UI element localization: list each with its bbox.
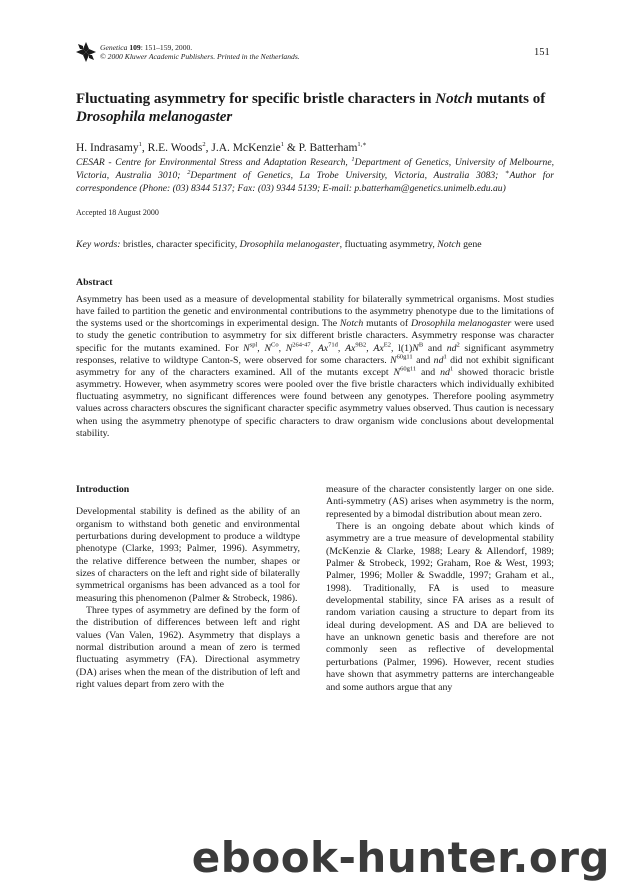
mutant: N [412, 342, 419, 354]
allele: 1 [443, 353, 447, 361]
allele: B [418, 341, 424, 349]
allele: 264-47 [292, 341, 311, 349]
allele: Co [270, 341, 279, 349]
keyword-text: , fluctuating asymmetry, [339, 239, 438, 250]
sep: and [423, 342, 447, 354]
journal-volume: 109 [129, 43, 141, 52]
title-italic: Drosophila melanogaster [76, 109, 233, 125]
allele: 9B2 [355, 341, 367, 349]
allele: E2 [383, 341, 391, 349]
author: & P. Batterham [283, 142, 358, 154]
mutant: nd [446, 342, 457, 354]
allele: 1 [449, 365, 454, 373]
allele: 60g11 [396, 353, 413, 361]
mutant: nd [440, 366, 450, 378]
mutant: nd [433, 354, 444, 366]
publisher-logo-icon [75, 41, 97, 63]
mutant: N [393, 366, 401, 378]
mutant: Ax [373, 342, 384, 354]
copyright-line: © 2000 Kluwer Academic Publishers. Printed in the Netherlands. [100, 52, 300, 61]
sep: , l(1) [390, 342, 413, 354]
journal-name: Genetica [100, 43, 128, 52]
abstract-text: showed thoracic bristle asymmetry. However, when asymmetry scores were pooled over the five bristle characters which individually exhibited fluctuating asymmetry, no significant differences were found between any genotypes. Therefore pooling asymmetry values across characters obscures the significant character specific asymmetry values observed. Thus caution is necessary when using the asymmetry phenotype of specific characters to draw organism wide conclusions about developmental stability. [76, 366, 554, 439]
author-affil-mark: 1 [280, 141, 284, 149]
author: H. Indrasamy [76, 142, 139, 154]
sep: , [278, 342, 286, 354]
keywords [76, 239, 556, 251]
affil-mark: ∗ [505, 168, 510, 176]
author: , J.A. McKenzie [205, 142, 281, 154]
paragraph: Three types of asymmetry are defined by the form of the distribution of differences between left and right values (Van Valen, 1962). Asymmetry that displays a normal distribution around a mean of zero is termed fluctuating asymmetry (FA). Directional asymmetry (DA) arises when the mean of the distribution of left and right values depart from zero with the [76, 605, 300, 691]
mutant: N [264, 342, 271, 354]
sep: , [310, 342, 318, 354]
allele: 60g11 [400, 365, 417, 373]
journal-citation: Genetica 109: 151–159, 2000. © 2000 Kluwer Academic Publishers. Printed in the Netherlands. [100, 43, 300, 61]
sep: , [337, 342, 346, 354]
keyword-text: bristles, character specificity, [120, 239, 240, 250]
affiliation-text: Department of Genetics, University of Melbourne, Victoria, Australia 3010; [76, 157, 554, 181]
abstract-body [76, 294, 554, 440]
abstract-italic: Notch [339, 318, 364, 330]
author-affil-mark: 2 [202, 141, 206, 149]
body-column-right [326, 484, 554, 694]
affil-mark: 1 [351, 155, 355, 163]
abstract-text: significant asymmetry responses, relative to wildtype Canton-S, were observed for some characters. [76, 342, 554, 366]
affiliation-text: CESAR - Centre for Environmental Stress and Adaptation Research, [76, 157, 352, 168]
author-list [76, 141, 367, 155]
mutant: Ax [345, 342, 356, 354]
affil-mark: 2 [187, 168, 191, 176]
sep: and [412, 354, 434, 366]
keyword-italic: Notch [437, 239, 461, 250]
page-number: 151 [534, 47, 550, 58]
abstract-heading: Abstract [76, 277, 113, 288]
mutant: N [390, 354, 397, 366]
accepted-date: Accepted 18 August 2000 [76, 208, 159, 217]
introduction-heading: Introduction [76, 484, 130, 495]
body-column-left [76, 484, 300, 692]
abstract-text: did not exhibit significant asymmetry for any of the characters examined. All of the mutants except [76, 354, 554, 378]
watermark-banner [0, 833, 620, 882]
allele: spl [249, 341, 258, 349]
affiliation-text: Author for correspondence (Phone: (03) 8344 5137; Fax: (03) 9344 5139; E-mail: p.batterham@genetics.unimelb.edu.au) [76, 169, 555, 194]
title-text: Fluctuating asymmetry for specific bristle characters in [76, 91, 436, 107]
paragraph: measure of the character consistently larger on one side. Anti-symmetry (AS) arises when asymmetry is the norm, represented by a bimodal distribution about mean zero. [326, 484, 554, 520]
author: , R.E. Woods [141, 142, 203, 154]
title-text: mutants of [472, 91, 546, 107]
author-affil-mark: 1,∗ [357, 141, 367, 149]
title-italic: Notch [435, 91, 473, 107]
affiliation-text: Department of Genetics, La Trobe University, Victoria, Australia 3083; [190, 169, 506, 181]
allele: 71d [328, 341, 338, 349]
abstract-text: mutants of [363, 318, 411, 330]
sep: and [416, 366, 441, 378]
sep: , [366, 342, 374, 354]
author-affil-mark: 1 [138, 141, 142, 149]
mutant: Ax [317, 342, 329, 354]
paragraph: Developmental stability is defined as the ability of an organism to withstand both genetic and environmental perturbations during development to produce a wildtype phenotype (Clarke, 1993; Palmer, 1996). Asymmetry, the relative difference between the number, shapes or sizes of characters on the left and right side of bilaterally symmetrical organisms has been advanced as a tool for measuring this phenomenon (Palmer & Strobeck, 1986). [76, 506, 300, 604]
mutant: N [243, 342, 250, 354]
journal-pages: 151–159, 2000. [144, 43, 193, 52]
allele: 2 [456, 341, 460, 349]
abstract-italic: Drosophila melanogaster [410, 318, 512, 330]
article-title [76, 90, 556, 126]
affiliations [76, 157, 554, 195]
keyword-italic: Drosophila melanogaster [239, 239, 340, 250]
sep: , [257, 342, 265, 354]
keywords-label: Key words: [76, 239, 121, 250]
watermark-text: ebook-hunter.org [191, 833, 610, 882]
abstract-text: Asymmetry has been used as a measure of developmental stability for bilaterally symmetrical organisms. Most studies have failed to partition the genetic and environmental contributions to the asymmetry phenotype due to the limitations of the systems used or the shortcomings in experimental design. The [76, 294, 554, 330]
keyword-text: gene [460, 239, 482, 250]
mutant: N [285, 342, 293, 354]
paragraph: There is an ongoing debate about which kinds of asymmetry are a true measure of developmental stability (McKenzie & Clarke, 1988; Leary & Allendorf, 1989; Palmer & Strobeck, 1992; Graham, Roe & West, 1993; Palmer, 1996; Moller & Swaddle, 1997; Graham et al., 1998). Traditionally, FA is used to measure developmental stability, since FA arises as a result of random variation causing a structure to depart from its ideal during development. AS and DA are believed to have an unknown genetic basis and therefore are not commonly seen as reflective of developmental perturbations (Palmer, 1996). However, recent studies have shown that asymmetry patterns are interchangeable and some authors argue that any [326, 521, 554, 693]
abstract-text: were used to study the genetic contribution to asymmetry for six different bristle characters. Asymmetry response was character specific for the mutants examined. For [76, 318, 555, 354]
